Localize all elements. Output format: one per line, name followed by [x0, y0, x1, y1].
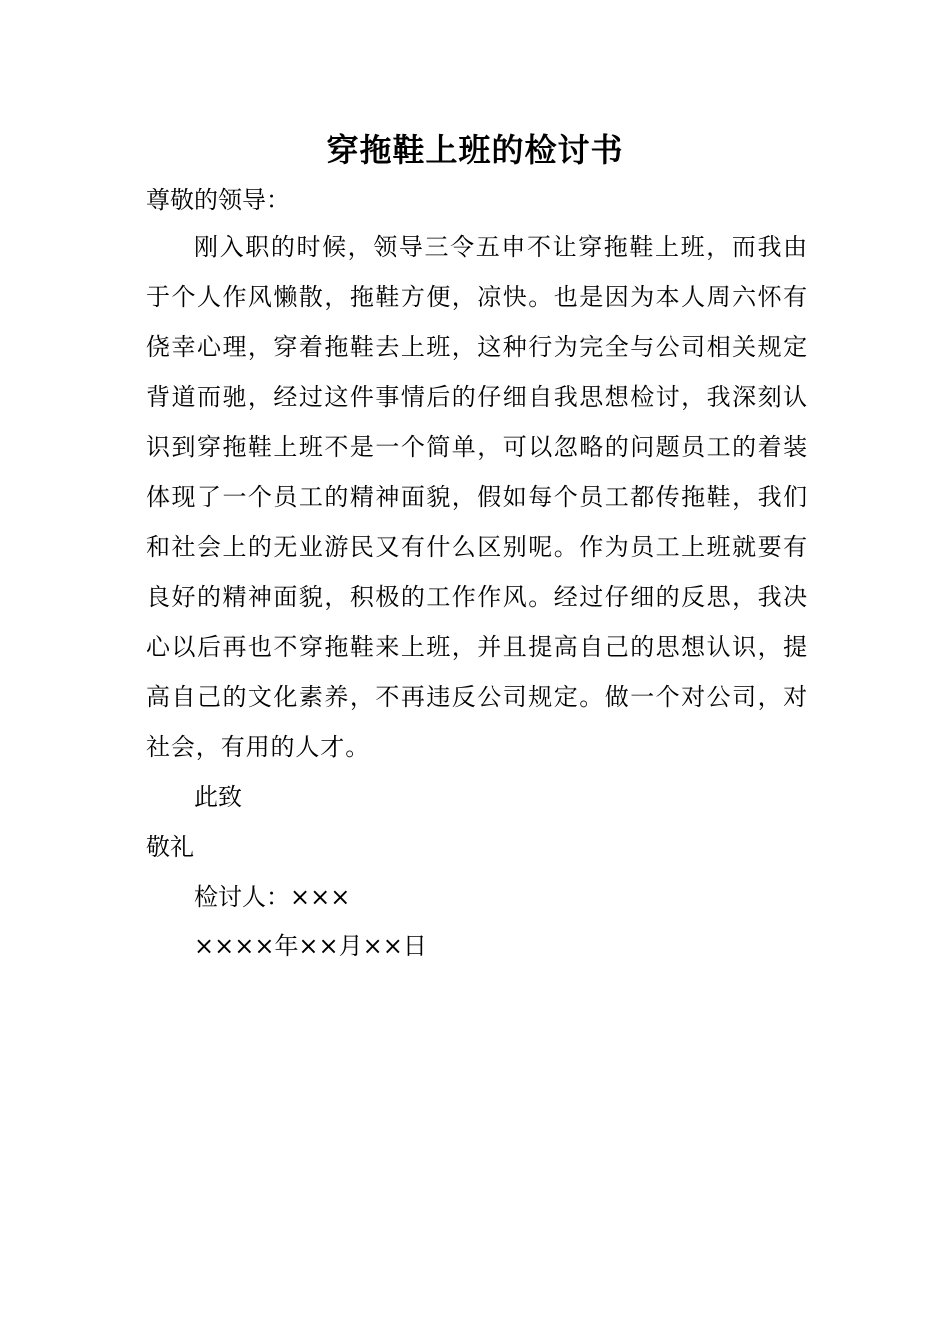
salutation: 尊敬的领导： — [146, 186, 290, 214]
closing-phrase: 此致 — [194, 783, 242, 811]
signer-line: 检讨人：××× — [194, 883, 351, 911]
regards-phrase: 敬礼 — [146, 833, 194, 861]
date-line: ××××年××月××日 — [194, 932, 427, 960]
document-title: 穿拖鞋上班的检讨书 — [326, 131, 624, 169]
body-paragraph: 刚入职的时候，领导三令五申不让穿拖鞋上班，而我由于个人作风懒散，拖鞋方便，凉快。也是因为本人周六怀有侥幸心理，穿着拖鞋去上班，这种行为完全与公司相关规定背道而驰，经过这件事情后的仔细自我思想检讨，我深刻认识到穿拖鞋上班不是一个简单，可以忽略的问题员工的着装体现了一个员工的精神面貌，假如每个员工都传拖鞋，我们和社会上的无业游民又有什么区别呢。作为员工上班就要有良好的精神面貌，积极的工作作风。经过仔细的反思，我决心以后再也不穿拖鞋来上班，并且提高自己的思想认识，提高自己的文化素养，不再违反公司规定。做一个对公司，对社会，有用的人才。 — [146, 233, 808, 761]
